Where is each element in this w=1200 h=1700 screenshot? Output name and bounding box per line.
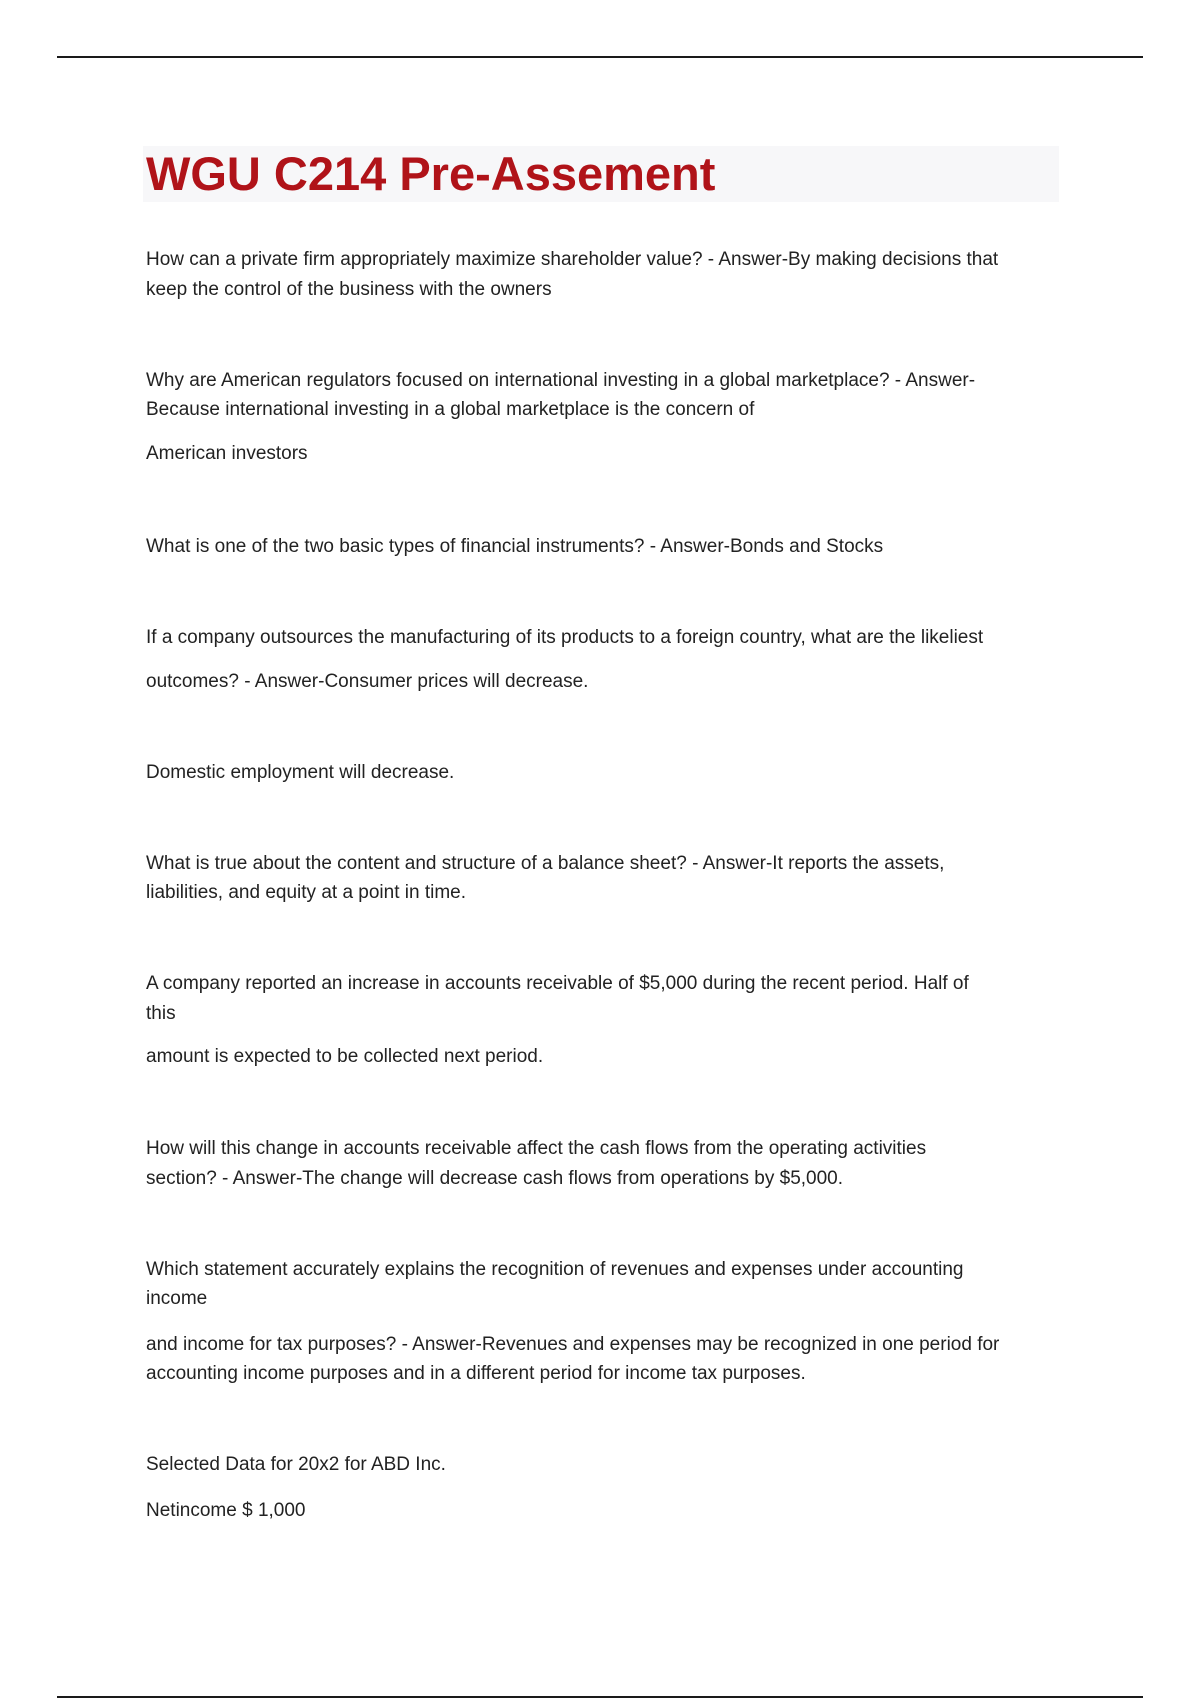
- text-line: If a company outsources the manufacturing of its products to a foreign country, what are the likeliest: [146, 627, 984, 648]
- text-line: Why are American regulators focused on international investing in a global marketplace? - Answer-: [146, 370, 976, 391]
- text-line: and income for tax purposes? - Answer-Revenues and expenses may be recognized in one period for: [146, 1334, 1000, 1355]
- text-line: What is true about the content and structure of a balance sheet? - Answer-It reports the assets,: [146, 853, 945, 874]
- text-line: Selected Data for 20x2 for ABD Inc.: [146, 1454, 446, 1475]
- text-line: section? - Answer-The change will decrease cash flows from operations by $5,000.: [146, 1168, 844, 1189]
- text-line: American investors: [146, 443, 308, 464]
- text-line: this: [146, 1003, 176, 1024]
- text-line: How will this change in accounts receivable affect the cash flows from the operating activities: [146, 1138, 927, 1159]
- text-line: Domestic employment will decrease.: [146, 762, 455, 783]
- text-line: A company reported an increase in accounts receivable of $5,000 during the recent period. Half of: [146, 973, 969, 994]
- bottom-rule: [57, 1696, 1143, 1698]
- text-line: Which statement accurately explains the recognition of revenues and expenses under accounting: [146, 1259, 964, 1280]
- text-line: Netincome $ 1,000: [146, 1500, 306, 1521]
- text-line: accounting income purposes and in a different period for income tax purposes.: [146, 1363, 806, 1384]
- text-line: amount is expected to be collected next period.: [146, 1046, 544, 1067]
- text-line: keep the control of the business with the owners: [146, 279, 552, 300]
- text-line: Because international investing in a global marketplace is the concern of: [146, 399, 755, 420]
- text-line: How can a private firm appropriately maximize shareholder value? - Answer-By making decisions that: [146, 249, 999, 270]
- text-line: income: [146, 1288, 208, 1309]
- document-title: WGU C214 Pre-Assement: [146, 147, 716, 200]
- text-line: liabilities, and equity at a point in time.: [146, 882, 467, 903]
- text-line: outcomes? - Answer-Consumer prices will decrease.: [146, 671, 589, 692]
- top-rule: [57, 56, 1143, 58]
- text-line: What is one of the two basic types of financial instruments? - Answer-Bonds and Stocks: [146, 536, 884, 557]
